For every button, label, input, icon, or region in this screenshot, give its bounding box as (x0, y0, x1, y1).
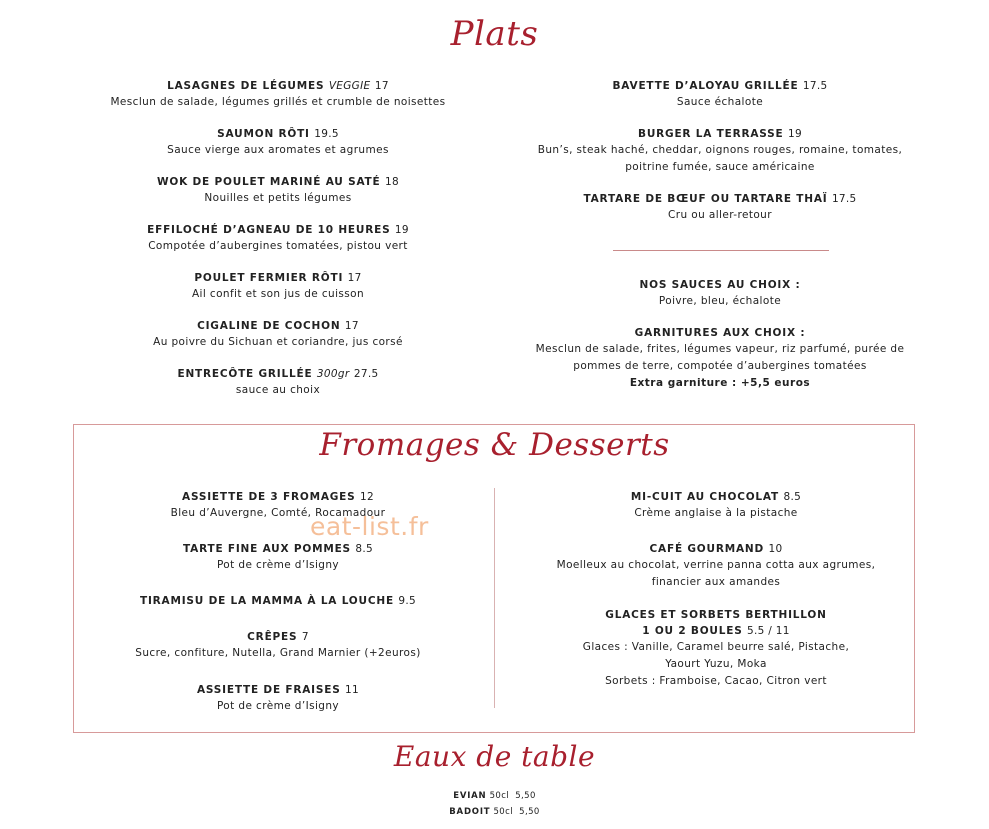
menu-item (78, 682, 478, 715)
item-price: 10 (768, 543, 783, 555)
item-price: 17 (347, 272, 362, 284)
item-price: 8.5 (783, 491, 802, 503)
sauces-description: Poivre, bleu, échalote (658, 295, 782, 307)
item-price: 18 (384, 176, 399, 188)
item-name: EVIAN (453, 791, 487, 801)
item-description: Sauce échalote (676, 96, 764, 108)
item-name: EFFILOCHÉ D’AGNEAU DE 10 HEURES (147, 224, 391, 236)
menu-item (500, 78, 940, 111)
item-price: 9.5 (398, 595, 417, 607)
item-price: 17.5 (831, 193, 857, 205)
item-name: SAUMON RÔTI (217, 128, 310, 140)
item-name: ENTRECÔTE GRILLÉE (177, 368, 313, 380)
item-price: 17.5 (802, 80, 828, 92)
item-description: Pot de crème d’Isigny (216, 559, 340, 571)
menu-item (500, 489, 932, 522)
eaux-title: Eaux de table (393, 740, 596, 773)
menu-item (78, 174, 478, 207)
item-tag: VEGGIE (328, 80, 371, 92)
item-size: 50cl (493, 807, 513, 817)
desserts-right-column (500, 489, 932, 690)
item-description: Bleu d’Auvergne, Comté, Rocamadour (170, 507, 386, 519)
item-description: Cru ou aller-retour (668, 209, 772, 221)
menu-item (500, 191, 940, 224)
garnitures-heading: GARNITURES AUX CHOIX : (634, 327, 806, 339)
item-price: 8.5 (355, 543, 373, 555)
water-item (0, 804, 989, 820)
item-price: 19 (787, 128, 802, 140)
item-description: Pot de crème d’Isigny (216, 700, 340, 712)
sauces-block (500, 277, 940, 310)
watermark: eat-list.fr (310, 512, 429, 541)
item-description: Mesclun de salade, légumes grillés et crumble de noisettes (110, 96, 446, 108)
item-name: TARTE FINE AUX POMMES (183, 543, 351, 555)
item-name: CRÊPES (247, 631, 298, 643)
garnitures-description: Mesclun de salade, frites, légumes vapeur, riz parfumé, purée de (535, 343, 905, 355)
item-price: 19 (394, 224, 409, 236)
item-description: Compotée d’aubergines tomatées, pistou vert (148, 240, 408, 252)
extra-garniture: Extra garniture : +5,5 euros (629, 377, 811, 389)
item-price: 5,50 (519, 807, 540, 817)
item-name: POULET FERMIER RÔTI (194, 272, 344, 284)
divider (613, 250, 829, 251)
plats-left-column (78, 78, 478, 399)
item-description: Au poivre du Sichuan et coriandre, jus corsé (153, 336, 403, 348)
plats-options (500, 277, 940, 392)
item-size: 50cl (489, 791, 510, 801)
item-description: Yaourt Yuzu, Moka (665, 658, 767, 670)
item-name: CIGALINE DE COCHON (197, 320, 341, 332)
item-price: 27.5 (353, 368, 379, 380)
item-name: BURGER LA TERRASSE (638, 128, 784, 140)
menu-item (500, 126, 940, 176)
item-price: 17 (374, 80, 389, 92)
item-description: poitrine fumée, sauce américaine (625, 161, 815, 173)
item-description: Bun’s, steak haché, cheddar, oignons rouges, romaine, tomates, (537, 144, 903, 156)
item-description: Crème anglaise à la pistache (634, 507, 798, 519)
column-divider (494, 488, 495, 708)
menu-item (78, 126, 478, 159)
plats-right-column (500, 78, 940, 224)
menu-item (78, 270, 478, 303)
item-name: TIRAMISU DE LA MAMMA À LA LOUCHE (139, 595, 394, 607)
item-name: BAVETTE D’ALOYAU GRILLÉE (612, 80, 799, 92)
plats-title: Plats (450, 14, 539, 54)
item-description: financier aux amandes (651, 576, 781, 588)
item-description: Sauce vierge aux aromates et agrumes (167, 144, 389, 156)
item-description: Ail confit et son jus de cuisson (191, 288, 365, 300)
menu-item (78, 366, 478, 399)
menu-item (78, 78, 478, 111)
item-description: Moelleux au chocolat, verrine panna cotta aux agrumes, (556, 559, 876, 571)
item-name: TARTARE DE BŒUF OU TARTARE THAÏ (583, 193, 828, 205)
item-description: Sucre, confiture, Nutella, Grand Marnier (+2euros) (135, 647, 421, 659)
item-price: 17 (344, 320, 359, 332)
item-name: MI-CUIT AU CHOCOLAT (630, 491, 779, 503)
desserts-title: Fromages & Desserts (319, 427, 670, 463)
menu-item (78, 593, 478, 609)
item-price: 5.5 / 11 (747, 625, 790, 637)
menu-item (78, 629, 478, 662)
item-name: CAFÉ GOURMAND (649, 543, 765, 555)
item-name: 1 OU 2 BOULES (642, 625, 743, 637)
item-price: 5,50 (515, 791, 536, 801)
item-price: 11 (345, 684, 360, 696)
item-name: ASSIETTE DE FRAISES (196, 684, 341, 696)
menu-item (500, 607, 932, 690)
item-price: 7 (301, 631, 309, 643)
water-item (0, 788, 989, 804)
garnitures-description: pommes de terre, compotée d’aubergines tomatées (573, 360, 867, 372)
item-description: sauce au choix (235, 384, 321, 396)
item-description: Nouilles et petits légumes (204, 192, 352, 204)
item-name: WOK DE POULET MARINÉ AU SATÉ (157, 176, 381, 188)
garnitures-block (500, 325, 940, 392)
item-description: Glaces : Vanille, Caramel beurre salé, Pistache, (582, 641, 850, 653)
item-name: LASAGNES DE LÉGUMES (167, 80, 325, 92)
menu-item (78, 318, 478, 351)
item-name: ASSIETTE DE 3 FROMAGES (182, 491, 356, 503)
menu-item (500, 541, 932, 591)
item-name: BADOIT (449, 807, 491, 817)
item-description: Sorbets : Framboise, Cacao, Citron vert (605, 675, 827, 687)
menu-item (78, 222, 478, 255)
item-tag: 300gr (316, 368, 350, 380)
sauces-heading: NOS SAUCES AU CHOIX : (639, 279, 801, 291)
item-price: 12 (359, 491, 374, 503)
item-price: 19.5 (314, 128, 339, 140)
item-name: GLACES ET SORBETS BERTHILLON (605, 609, 827, 621)
menu-item (78, 541, 478, 574)
